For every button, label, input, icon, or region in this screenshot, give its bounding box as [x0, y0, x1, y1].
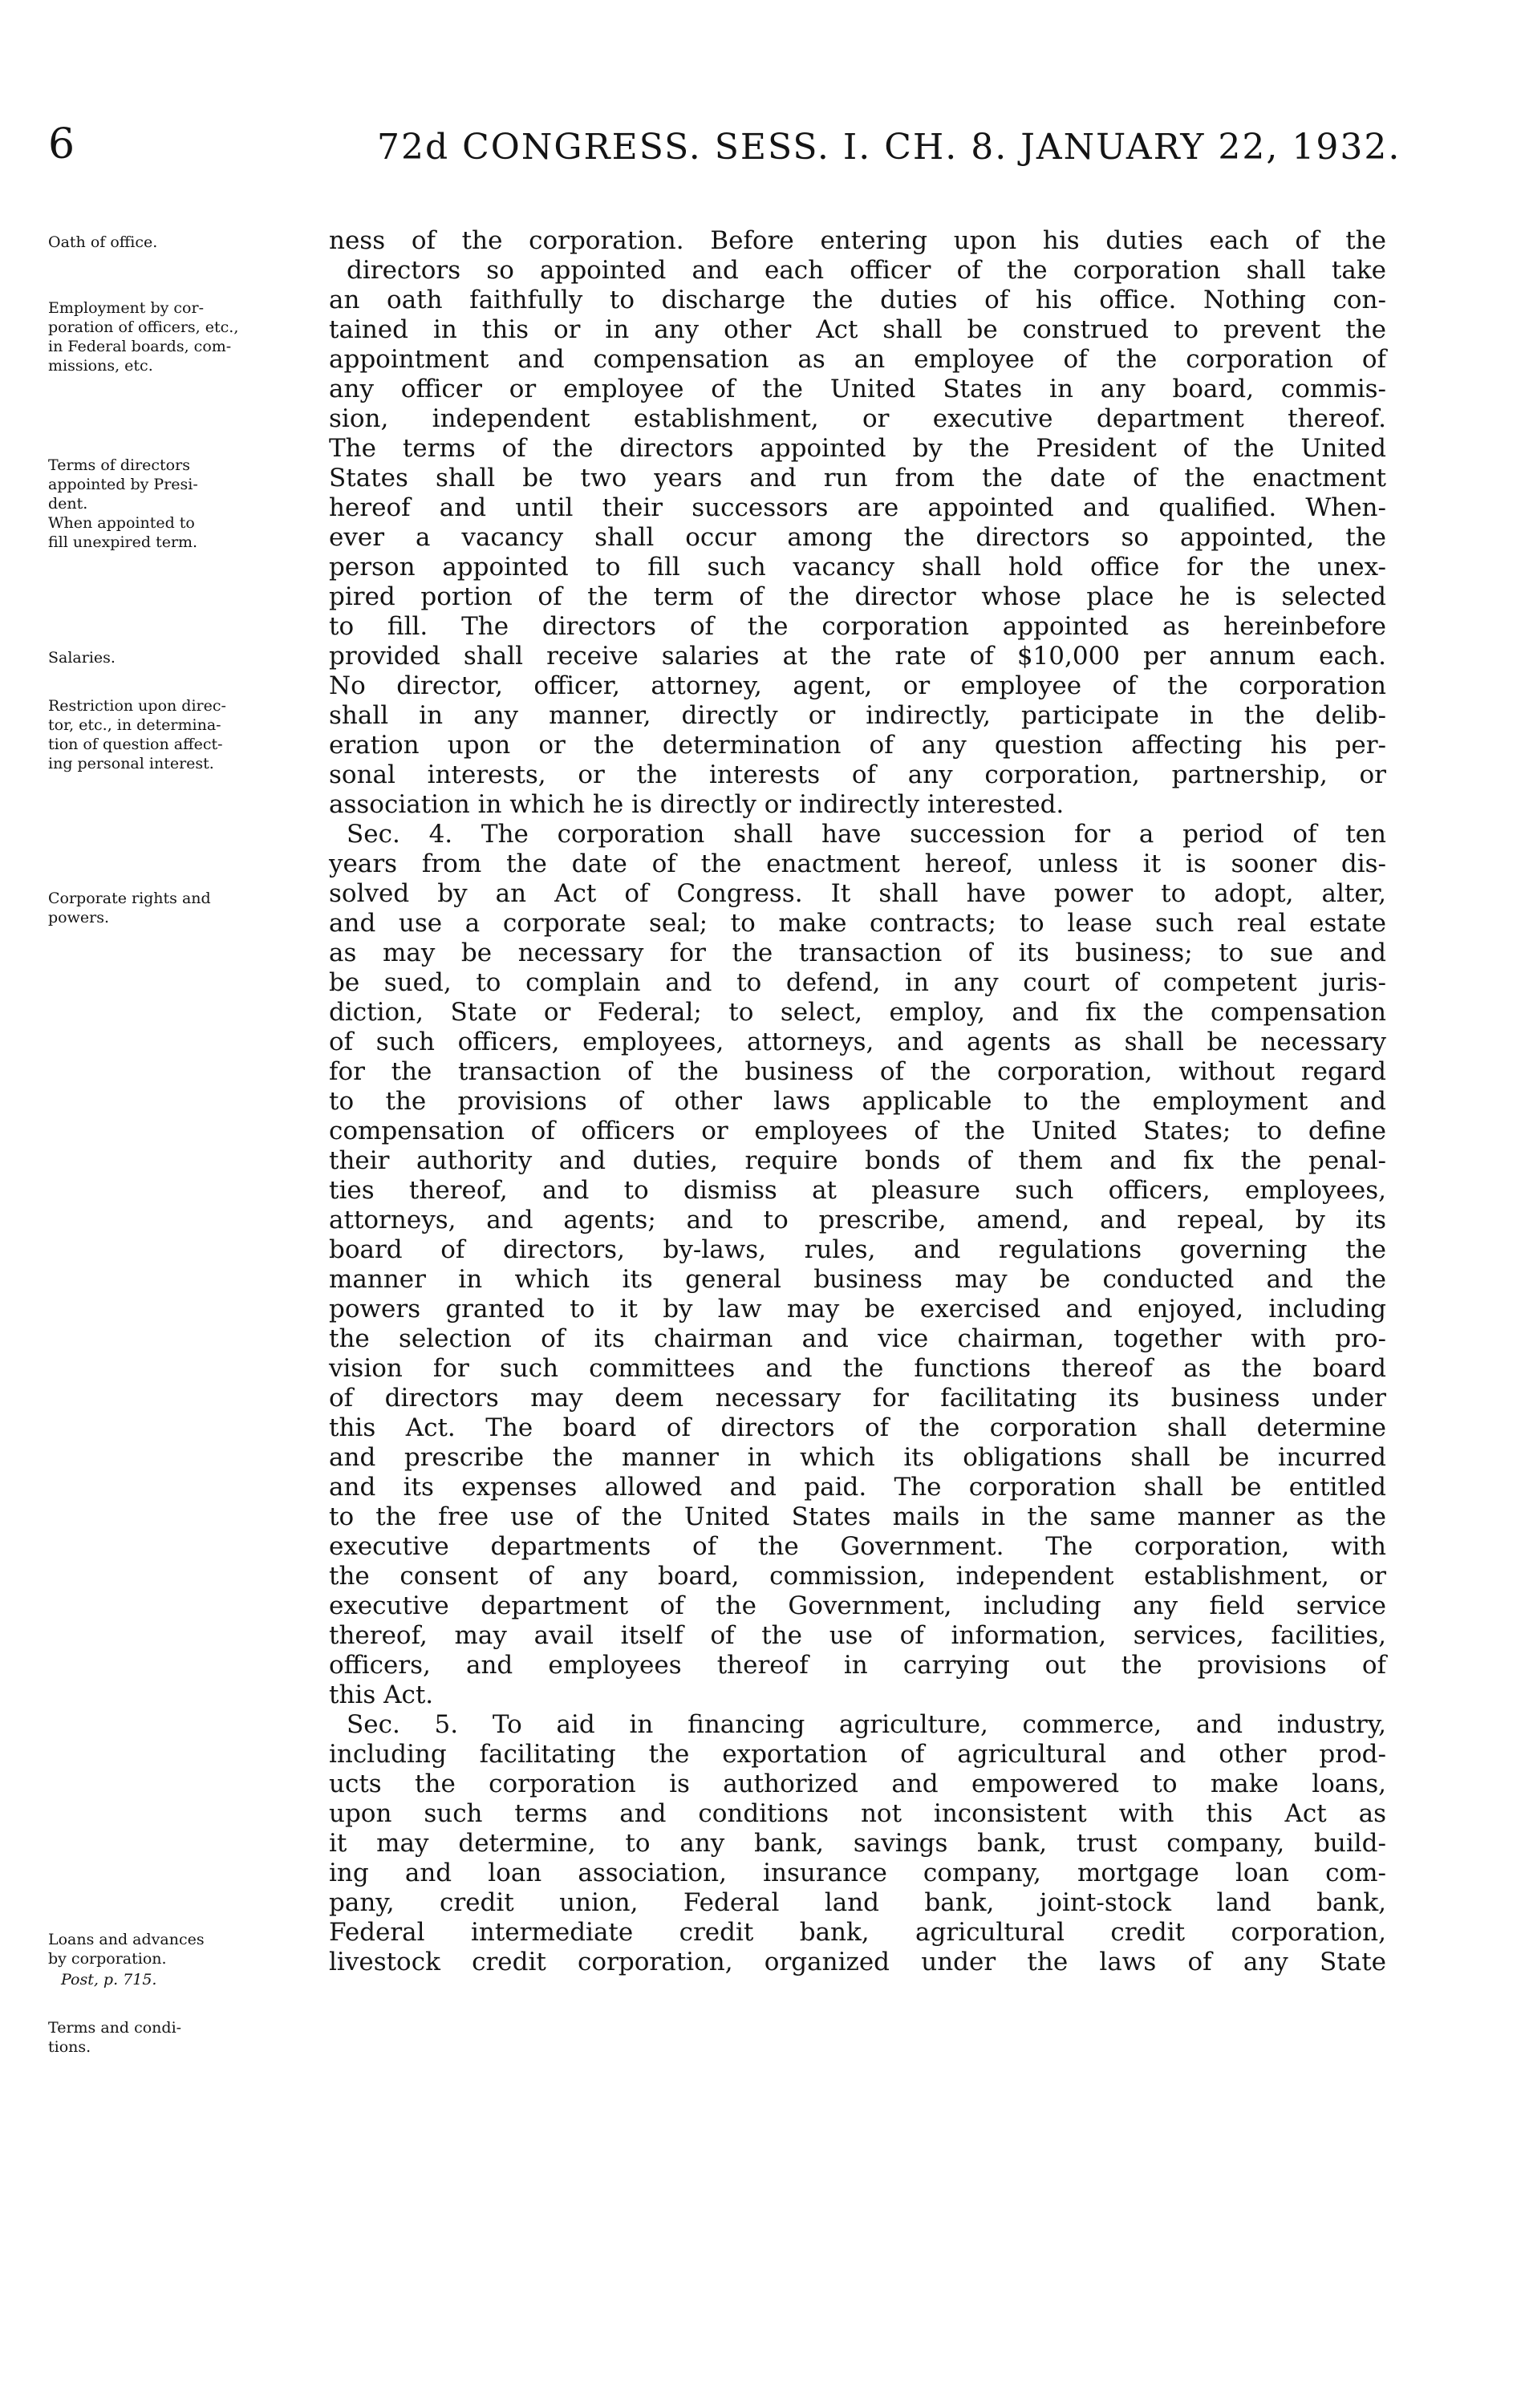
margin-note-restriction — [48, 696, 313, 773]
section-4-start: Sec. 4. The corporation shall have succession for a period of ten — [347, 820, 1386, 849]
note-line: poration of officers, etc., — [48, 318, 239, 336]
text-line: States shall be two years and run from the date of the enactment — [329, 464, 1386, 493]
margin-notes — [48, 0, 313, 2408]
text-line: executive department of the Government, including any field service — [329, 1591, 1386, 1620]
text-line: the consent of any board, commission, independent establishment, or — [329, 1562, 1386, 1591]
text-line: an oath faithfully to discharge the duties of his office. Nothing con- — [329, 286, 1386, 314]
text-line: No director, officer, attorney, agent, or employee of the corporation — [329, 671, 1386, 700]
text-line: it may determine, to any bank, savings bank, trust company, build- — [329, 1829, 1386, 1858]
note-line: missions, etc. — [48, 357, 153, 375]
margin-note-corporate-rights — [48, 889, 313, 927]
margin-note-terms-and-conditions — [48, 2018, 313, 2057]
text-line: to fill. The directors of the corporation appointed as hereinbefore — [329, 612, 1386, 641]
note-line: by corporation. — [48, 1950, 167, 1968]
note-line: in Federal boards, com- — [48, 338, 232, 355]
text-line: years from the date of the enactment hereof, unless it is sooner dis- — [329, 849, 1386, 878]
text-line: thereof, may avail itself of the use of information, services, facilities, — [329, 1621, 1386, 1650]
text-line: eration upon or the determination of any question affecting his per- — [329, 731, 1386, 760]
text-line: attorneys, and agents; and to prescribe, amend, and repeal, by its — [329, 1206, 1386, 1234]
main-text — [329, 226, 1386, 1977]
text-line: appointment and compensation as an employee of the corporation of — [329, 345, 1386, 374]
text-line: directors so appointed and each officer of the corporation shall take — [347, 256, 1386, 285]
text-line: ucts the corporation is authorized and empowered to make loans, — [329, 1770, 1386, 1798]
note-line: tor, etc., in determina- — [48, 716, 221, 734]
text-line: to the provisions of other laws applicable to the employment and — [329, 1087, 1386, 1116]
note-line: fill unexpired term. — [48, 533, 198, 551]
text-line: pired portion of the term of the director whose place he is selected — [329, 582, 1386, 611]
text-line: vision for such committees and the functions thereof as the board — [329, 1354, 1386, 1383]
note-line: Corporate rights and — [48, 890, 211, 907]
text-line: any officer or employee of the United States in any board, commis- — [329, 375, 1386, 403]
margin-note-loans — [48, 1930, 313, 1968]
text-line: livestock credit corporation, organized under the laws of any State — [329, 1948, 1386, 1976]
text-line: their authority and duties, require bonds of them and fix the penal- — [329, 1146, 1386, 1175]
text-line: for the transaction of the business of the corporation, without regard — [329, 1057, 1386, 1086]
text-line: officers, and employees thereof in carrying out the provisions of — [329, 1651, 1386, 1680]
note-line: Terms and condi- — [48, 2019, 182, 2037]
text-line: hereof and until their successors are appointed and qualified. When- — [329, 493, 1386, 522]
note-line: dent. — [48, 495, 88, 513]
text-line: as may be necessary for the transaction of its business; to sue and — [329, 938, 1386, 967]
text-line: ever a vacancy shall occur among the directors so appointed, the — [329, 523, 1386, 552]
text-line: to the free use of the United States mails in the same manner as the — [329, 1502, 1386, 1531]
note-line: ing personal interest. — [48, 755, 214, 772]
note-line: powers. — [48, 909, 109, 926]
text-line: board of directors, by-laws, rules, and regulations governing the — [329, 1235, 1386, 1264]
margin-note-oath-of-office — [48, 233, 313, 252]
text-line: upon such terms and conditions not inconsistent with this Act as — [329, 1799, 1386, 1828]
note-line: appointed by Presi- — [48, 476, 198, 493]
text-line: compensation of officers or employees of the United States; to define — [329, 1117, 1386, 1145]
text-line: pany, credit union, Federal land bank, joint-stock land bank, — [329, 1888, 1386, 1917]
text-line: sonal interests, or the interests of any corporation, partnership, or — [329, 760, 1386, 789]
text-line: and prescribe the manner in which its obligations shall be incurred — [329, 1443, 1386, 1472]
note-line: Employment by cor- — [48, 299, 204, 317]
text-line: ness of the corporation. Before entering upon his duties each of the — [329, 226, 1386, 255]
text-line: ties thereof, and to dismiss at pleasure such officers, employees, — [329, 1176, 1386, 1205]
text-line: solved by an Act of Congress. It shall have power to adopt, alter, — [329, 879, 1386, 908]
page-number: 6 — [48, 120, 75, 168]
text-line: of such officers, employees, attorneys, and agents as shall be necessary — [329, 1028, 1386, 1056]
text-line: shall in any manner, directly or indirectly, participate in the delib- — [329, 701, 1386, 730]
text-line: be sued, to complain and to defend, in any court of competent juris- — [329, 968, 1386, 997]
margin-note-post-reference — [48, 1970, 326, 1989]
text-line: this Act. The board of directors of the corporation shall determine — [329, 1413, 1386, 1442]
note-line: Restriction upon direc- — [48, 697, 226, 715]
text-line: Federal intermediate credit bank, agricultural credit corporation, — [329, 1918, 1386, 1947]
margin-note-salaries — [48, 648, 313, 667]
text-line: and use a corporate seal; to make contracts; to lease such real estate — [329, 909, 1386, 938]
margin-note-unexpired-term — [48, 513, 313, 552]
note-line: Oath of office. — [48, 233, 158, 251]
text-line: and its expenses allowed and paid. The corporation shall be entitled — [329, 1473, 1386, 1502]
section-5-start: Sec. 5. To aid in financing agriculture, commerce, and industry, — [347, 1710, 1386, 1739]
text-line: diction, State or Federal; to select, employ, and fix the compensation — [329, 998, 1386, 1027]
text-line: The terms of the directors appointed by the President of the United — [329, 434, 1386, 463]
margin-note-employment — [48, 298, 313, 375]
text-line: of directors may deem necessary for facilitating its business under — [329, 1384, 1386, 1413]
text-line: this Act. — [329, 1680, 434, 1709]
note-line: When appointed to — [48, 514, 195, 532]
running-head: 72d CONGRESS. SESS. I. CH. 8. JANUARY 22, 1932. — [377, 127, 1401, 168]
text-line: manner in which its general business may be conducted and the — [329, 1265, 1386, 1294]
text-line: association in which he is directly or indirectly interested. — [329, 790, 1065, 819]
text-line: executive departments of the Government. The corporation, with — [329, 1532, 1386, 1561]
text-line: person appointed to fill such vacancy shall hold office for the unex- — [329, 553, 1386, 582]
margin-note-terms-of-directors — [48, 456, 313, 513]
text-line: ing and loan association, insurance company, mortgage loan com- — [329, 1859, 1386, 1887]
text-line: sion, independent establishment, or executive department thereof. — [329, 404, 1386, 433]
note-line: tions. — [48, 2038, 91, 2056]
note-line: Post, p. 715. — [61, 1971, 157, 1988]
text-line: powers granted to it by law may be exercised and enjoyed, including — [329, 1295, 1386, 1324]
note-line: Loans and advances — [48, 1931, 205, 1948]
note-line: tion of question affect- — [48, 736, 223, 753]
text-line: including facilitating the exportation of agricultural and other prod- — [329, 1740, 1386, 1769]
text-line: tained in this or in any other Act shall be construed to prevent the — [329, 315, 1386, 344]
text-line: the selection of its chairman and vice chairman, together with pro- — [329, 1324, 1386, 1353]
text-line: provided shall receive salaries at the rate of $10,000 per annum each. — [329, 642, 1386, 671]
note-line: Terms of directors — [48, 456, 190, 474]
note-line: Salaries. — [48, 649, 116, 667]
